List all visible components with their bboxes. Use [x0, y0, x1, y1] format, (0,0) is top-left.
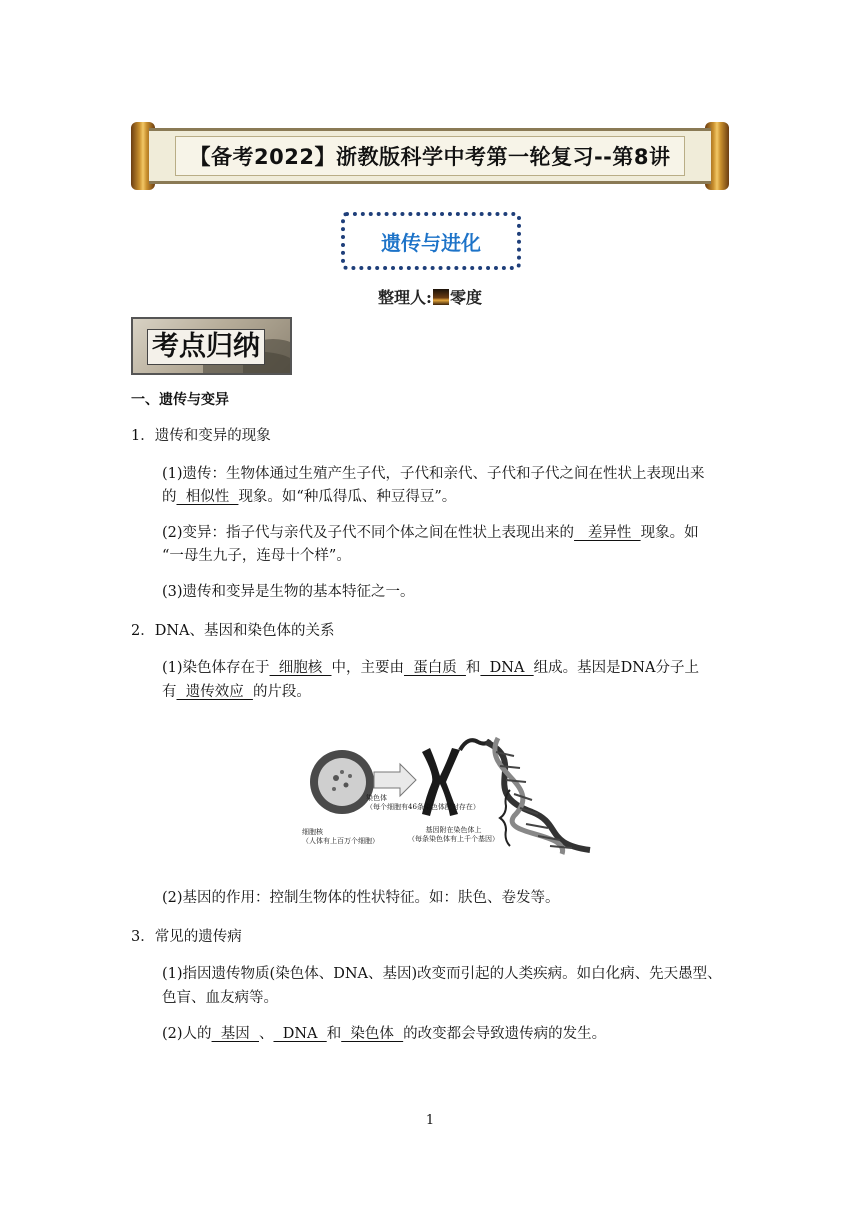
author-name: 零度 [449, 288, 482, 307]
answer-blank: 相似性 [176, 489, 239, 505]
answer-blank: 遗传效应 [176, 684, 253, 700]
paragraph-disease-causes: (2)人的 基因 、 DNA 和 染色体 的改变都会导致遗传病的发生。 [162, 1026, 607, 1042]
dna-helix-icon [486, 738, 590, 854]
paragraph-heredity-line1: (1)遗传：生物体通过生殖产生子代，子代和亲代、子代和子代之间在性状上表现出来 [162, 466, 705, 482]
chromosome-label: 染色体 [366, 794, 387, 802]
author-avatar-icon [433, 289, 449, 305]
gene-label: 基因附在染色体上 [425, 826, 482, 834]
nucleus-sublabel: （人体有上百万个细胞） [302, 837, 379, 845]
subsection-heading-3: 3．常见的遗传病 [131, 929, 242, 945]
author-line [0, 285, 860, 308]
document-title: 【备考2022】浙教版科学中考第一轮复习--第8讲 [189, 145, 671, 169]
scroll-paper [149, 128, 711, 184]
subsection-heading-2: 2．DNA、基因和染色体的关系 [131, 623, 335, 639]
answer-blank: 差异性 [574, 525, 641, 541]
dna-chromosome-figure [300, 732, 592, 856]
chromosome-sublabel: （每个细胞有46条染色体配对存在） [366, 803, 480, 811]
paragraph-feature: (3)遗传和变异是生物的基本特征之一。 [162, 584, 415, 600]
page-number: 1 [425, 1113, 435, 1128]
paragraph-chromosome-line1: (1)染色体存在于 细胞核 中，主要由 蛋白质 和 DNA 组成。基因是DNA分子上 [162, 660, 699, 676]
answer-blank: 蛋白质 [403, 660, 466, 676]
nucleus-label: 细胞核 [302, 828, 323, 836]
answer-blank: DNA [273, 1026, 327, 1042]
section-heading: 一、遗传与变异 [131, 392, 229, 408]
paragraph-variation-line1: (2)变异：指子代与亲代及子代不同个体之间在性状上表现出来的 差异性 现象。如 [162, 525, 699, 541]
paragraph-disease-line2: 色盲、血友病等。 [162, 990, 278, 1006]
section-badge-label: 考点归纳 [147, 329, 265, 365]
paragraph-chromosome-line2: 有 遗传效应 的片段。 [162, 684, 311, 700]
topic-title: 遗传与进化 [341, 212, 521, 270]
paragraph-gene-function: (2)基因的作用：控制生物体的性状特征。如：肤色、卷发等。 [162, 890, 560, 906]
answer-blank: 细胞核 [269, 660, 332, 676]
paragraph-heredity-line2: 的 相似性 现象。如“种瓜得瓜、种豆得豆”。 [162, 489, 457, 505]
gene-sublabel: （每条染色体有上千个基因） [408, 835, 499, 843]
title-banner [131, 122, 729, 190]
paragraph-disease-line1: (1)指因遗传物质(染色体、DNA、基因)改变而引起的人类疾病。如白化病、先天愚型、 [162, 966, 722, 982]
answer-blank: DNA [480, 660, 534, 676]
arrow-icon [374, 764, 416, 796]
paragraph-variation-line2: “一母生九子，连母十个样”。 [162, 548, 351, 564]
answer-blank: 染色体 [341, 1026, 404, 1042]
section-badge [131, 317, 292, 375]
answer-blank: 基因 [211, 1026, 259, 1042]
subsection-heading-1: 1．遗传和变异的现象 [131, 428, 271, 444]
author-prefix: 整理人: [378, 288, 432, 307]
